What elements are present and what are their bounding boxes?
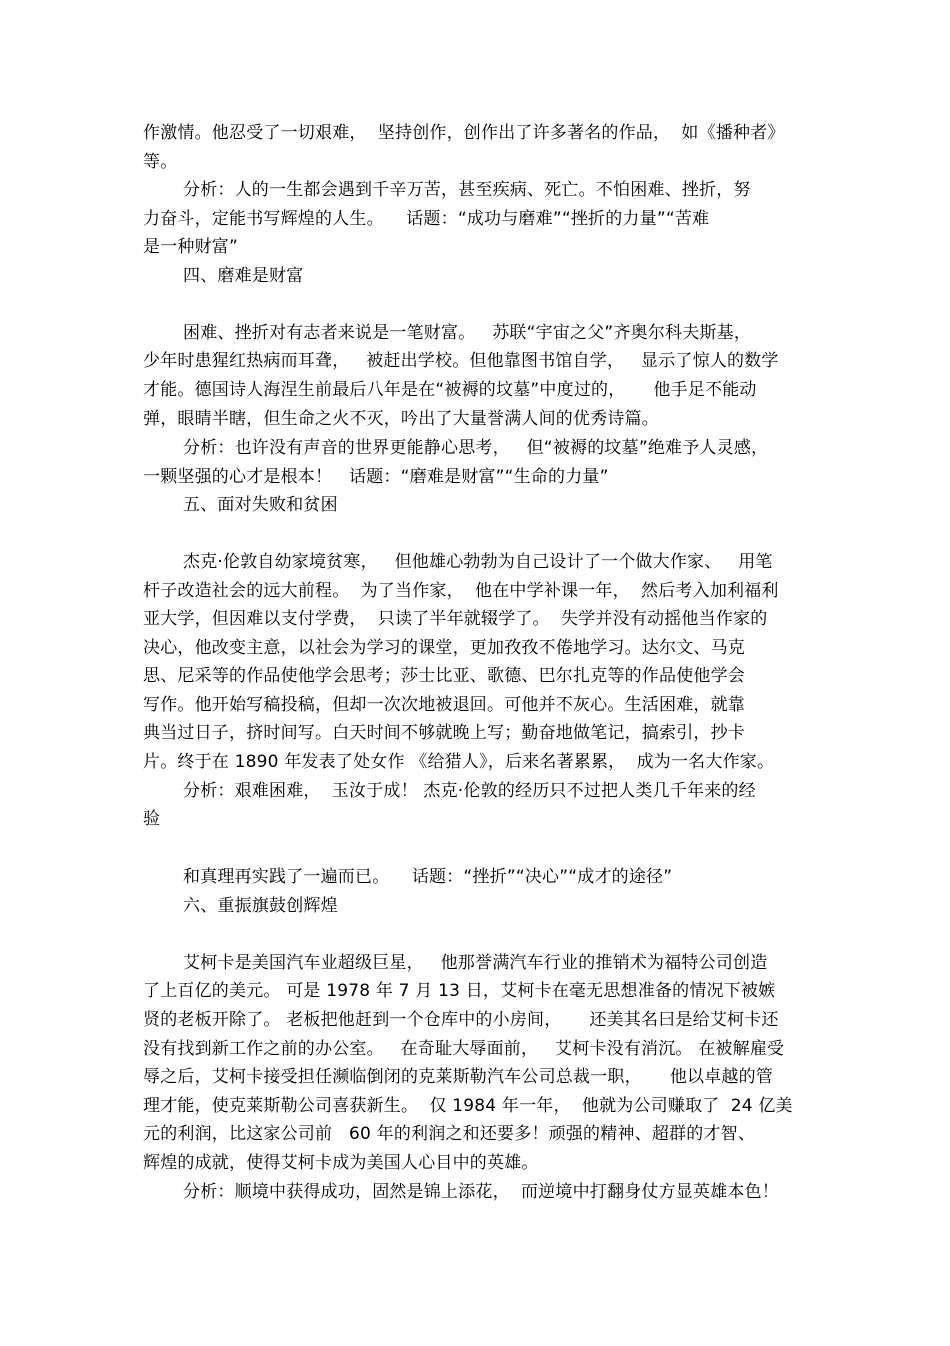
text-line: 弹，眼睛半瞎，但生命之火不灭，吟出了大量誉满人间的优秀诗篇。: [143, 409, 659, 429]
text-line: 力奋斗，定能书写辉煌的人生。 话题：“成功与磨难”“挫折的力量”“苦难: [143, 209, 710, 229]
analysis-line: 分析：也许没有声音的世界更能静心思考， 但“被褥的坟墓”绝难予人灵感，: [183, 438, 769, 458]
text-line: 理才能，使克莱斯勒公司喜获新生。 仅 1984 年一年， 他就为公司赚取了 24 亿美: [143, 1096, 793, 1116]
text-line: 决心，他改变主意，以社会为学习的课堂，更加孜孜不倦地学习。达尔文、马克: [143, 638, 745, 658]
text-line: 辱之后，艾柯卡接受担任濒临倒闭的克莱斯勒汽车公司总裁一职， 他以卓越的管: [143, 1067, 774, 1087]
text-line: 作激情。他忍受了一切艰难， 坚持创作，创作出了许多著名的作品， 如《播种者》: [143, 123, 785, 143]
text-line: 亚大学，但因难以支付学费， 只读了半年就辍学了。 失学并没有动摇他当作家的: [143, 609, 768, 629]
paragraph-start: 杰克·伦敦自幼家境贫寒， 但他雄心勃勃为自己设计了一个做大作家、 用笔: [183, 552, 773, 572]
text-line: 和真理再实践了一遍而已。 话题：“挫折”“决心”“成才的途径”: [183, 867, 673, 887]
section-heading: 五、面对失败和贫困: [183, 495, 338, 515]
paragraph-start: 艾柯卡是美国汽车业超级巨星， 他那誉满汽车行业的推销术为福特公司创造: [183, 953, 768, 973]
analysis-line: 分析：顺境中获得成功，固然是锦上添花， 而逆境中打翻身仗方显英雄本色！: [183, 1182, 780, 1202]
text-line: 等。: [143, 152, 178, 172]
text-line: 才能。德国诗人海涅生前最后八年是在“被褥的坟墓”中度过的， 他手足不能动: [143, 380, 757, 400]
text-line: 验: [143, 809, 161, 829]
text-line: 了上百亿的美元。 可是 1978 年 7 月 13 日，艾柯卡在毫无思想准备的情况下被嫉: [143, 981, 776, 1001]
text-line: 片。终于在 1890 年发表了处女作 《给猎人》，后来名著累累， 成为一名大作家。: [143, 752, 775, 772]
text-line: 元的利润，比这家公司前 60 年的利润之和还要多！顽强的精神、超群的才智、: [143, 1124, 756, 1144]
text-line: 没有找到新工作之前的办公室。 在奇耻大辱面前， 艾柯卡没有消沉。 在被解雇受: [143, 1039, 785, 1059]
section-heading: 四、磨难是财富: [183, 266, 304, 286]
text-line: 典当过日子，挤时间写。白天时间不够就晚上写；勤奋地做笔记，搞索引，抄卡: [143, 723, 745, 743]
text-line: 杆子改造社会的远大前程。 为了当作家， 他在中学补课一年， 然后考入加利福利: [143, 581, 779, 601]
text-line: 写作。他开始写稿投稿，但却一次次地被退回。可他并不灰心。生活困难，就靠: [143, 695, 745, 715]
text-line: 少年时患猩红热病而耳聋， 被赶出学校。但他靠图书馆自学， 显示了惊人的数学: [143, 351, 779, 371]
analysis-line: 分析：艰难困难， 玉汝于成！ 杰克·伦敦的经历只不过把人类几千年来的经: [183, 781, 756, 801]
text-line: 贤的老板开除了。 老板把他赶到一个仓库中的小房间， 还美其名曰是给艾柯卡还: [143, 1010, 779, 1030]
section-heading: 六、重振旗鼓创辉煌: [183, 896, 338, 916]
text-line: 辉煌的成就，使得艾柯卡成为美国人心目中的英雄。: [143, 1153, 539, 1173]
text-line: 思、尼采等的作品使他学会思考；莎士比亚、歌德、巴尔扎克等的作品使他学会: [143, 666, 745, 686]
text-line: 是一种财富”: [143, 237, 239, 257]
analysis-line: 分析：人的一生都会遇到千辛万苦，甚至疾病、死亡。不怕困难、挫折，努: [183, 180, 751, 200]
paragraph-start: 困难、挫折对有志者来说是一笔财富。 苏联“宇宙之父”齐奥尔科夫斯基，: [183, 323, 752, 343]
text-line: 一颗坚强的心才是根本！ 话题：“磨难是财富”“生命的力量”: [143, 467, 609, 487]
